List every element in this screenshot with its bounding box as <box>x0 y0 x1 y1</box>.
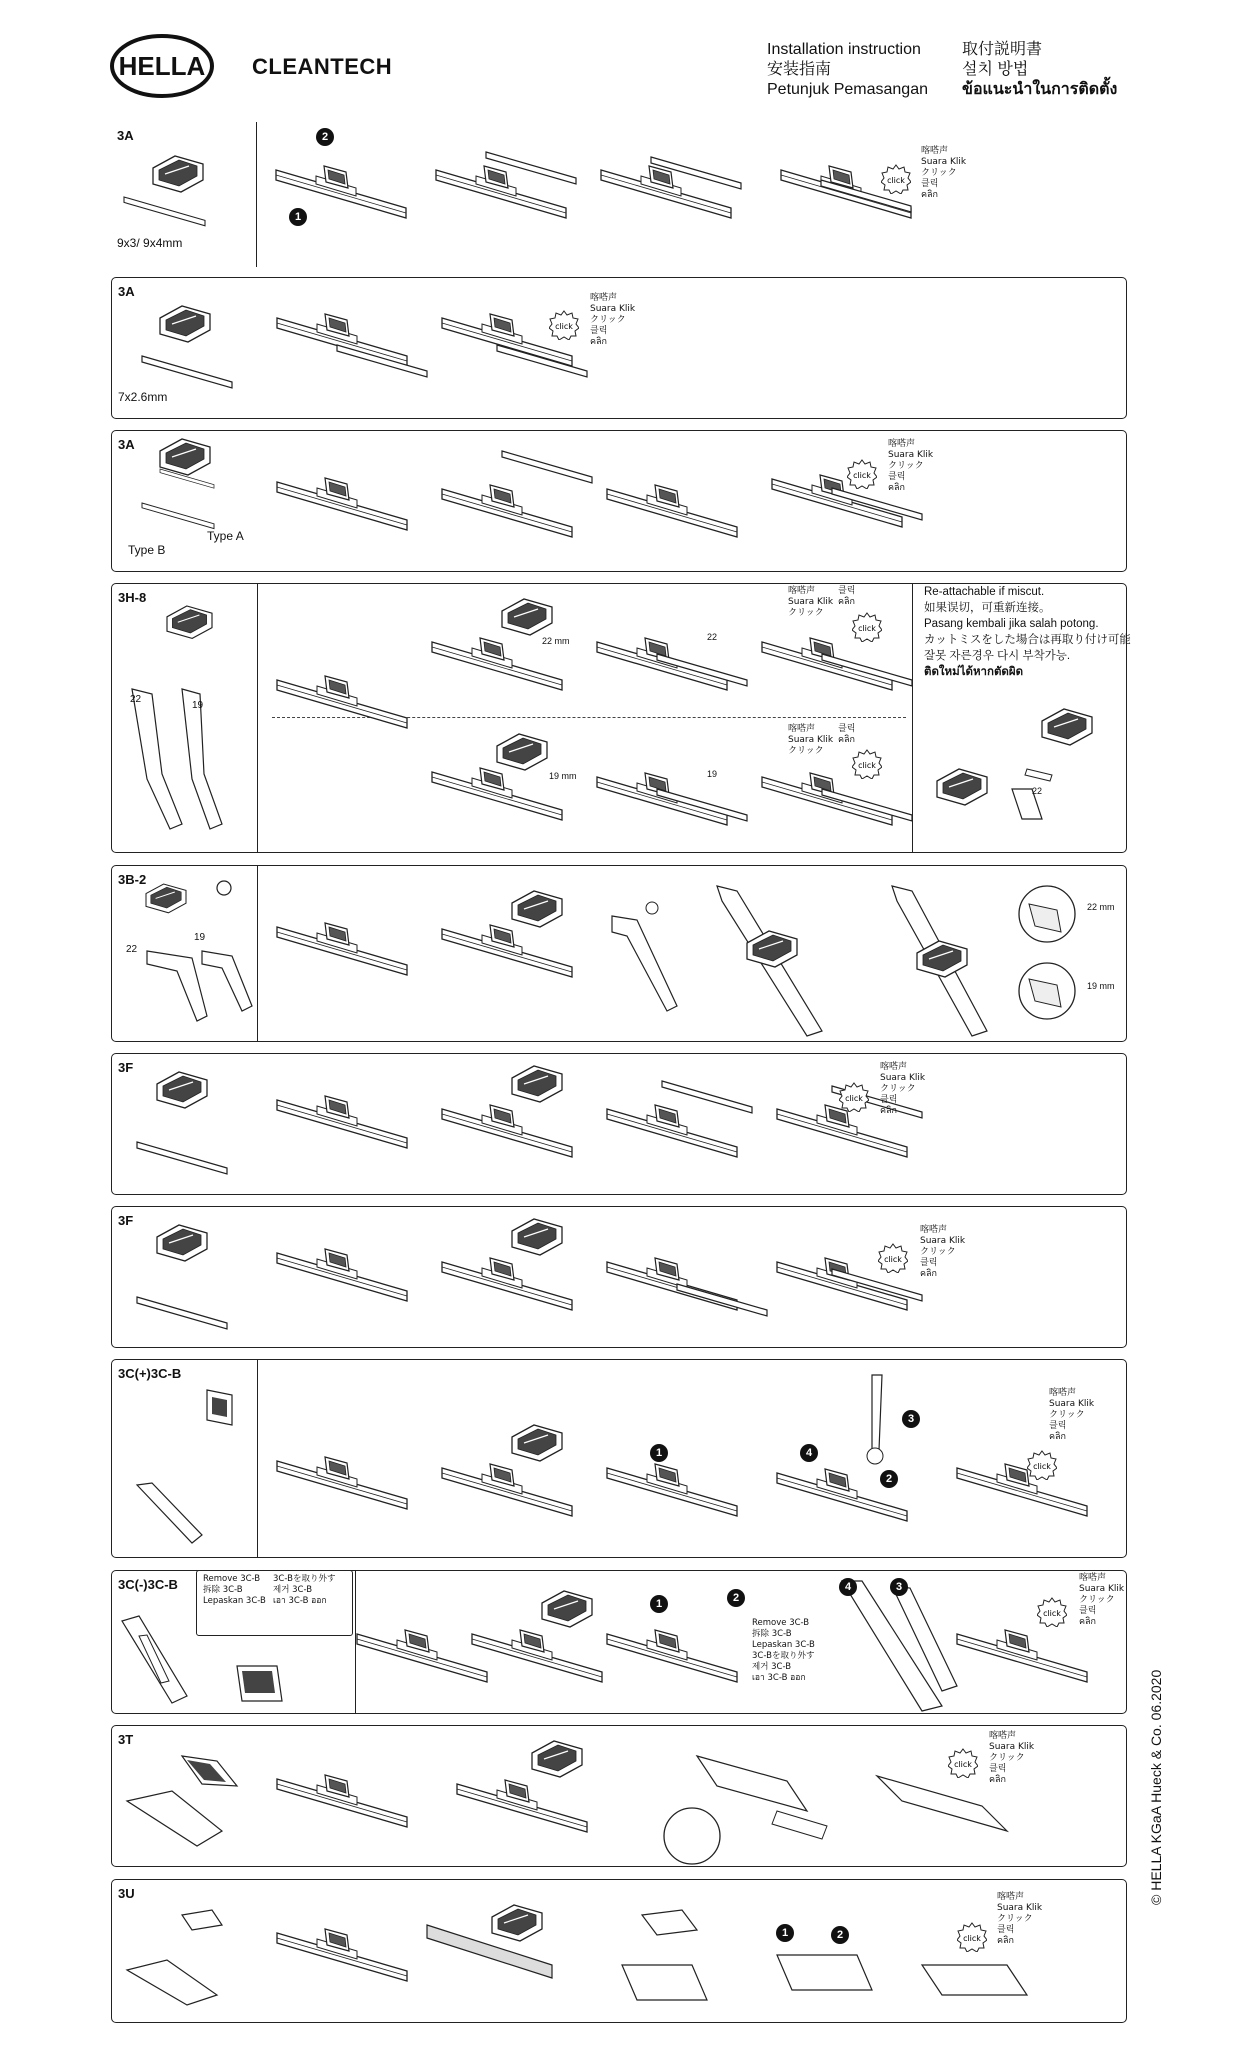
section-label: 3F <box>118 1060 134 1075</box>
dimension-label: 22 <box>707 632 718 642</box>
step-number: 2 <box>880 1470 898 1488</box>
section-label: 3F <box>118 1213 134 1228</box>
header-line: 설치 방법 <box>962 61 1029 78</box>
step-figure <box>277 664 427 744</box>
step-figure <box>607 1076 777 1176</box>
section-label: 3C(+)3C-B <box>118 1366 182 1381</box>
section-3u <box>111 1879 1127 2023</box>
click-note: 喀嗒声 Suara Klik クリック 클릭 คลิก <box>880 1062 926 1116</box>
step-figure <box>442 300 612 390</box>
click-note: 클릭 คลิก <box>838 724 856 745</box>
step-number: 4 <box>800 1444 818 1462</box>
step-figure <box>457 1741 617 1851</box>
dimension-label: 19 <box>707 769 718 779</box>
step-figure <box>277 1910 427 2000</box>
step-number: 1 <box>776 1924 794 1942</box>
svg-text:click: click <box>887 176 905 185</box>
step-number: 3 <box>902 1410 920 1428</box>
step-figure <box>442 1425 592 1535</box>
step-figure <box>277 1756 427 1846</box>
section-label: 3T <box>118 1732 134 1747</box>
dimension-label: 22 <box>1032 786 1043 796</box>
section-divider <box>355 1571 356 1713</box>
step-figure <box>607 1229 777 1329</box>
section-3f-1 <box>111 1053 1127 1195</box>
click-badge <box>957 1922 987 1952</box>
step-figure <box>712 881 832 1041</box>
adapter-figure <box>151 152 251 232</box>
svg-text:click: click <box>858 624 876 633</box>
header-line: Petunjuk Pemasangan <box>767 81 928 98</box>
click-badge <box>839 1082 869 1112</box>
step-figure <box>277 911 427 991</box>
header-line: Installation instruction <box>767 41 921 58</box>
svg-text:click: click <box>884 1255 902 1264</box>
adapter-figure <box>122 1746 252 1861</box>
dimension-label: Type A <box>207 529 244 543</box>
section-3a-3 <box>111 430 1127 572</box>
click-badge <box>1027 1450 1057 1480</box>
section-divider <box>257 584 258 852</box>
dimension-label: 22 mm <box>1087 902 1115 912</box>
step-figure <box>657 1751 837 1866</box>
step-figure <box>762 749 922 839</box>
step-figure <box>887 881 997 1041</box>
click-note: 喀嗒声 Suara Klik クリック 클릭 คลิก <box>1079 1573 1125 1627</box>
step-figure <box>607 441 767 551</box>
click-badge <box>852 612 882 642</box>
step-number: 1 <box>289 208 307 226</box>
copyright: © HELLA KGaA Hueck & Co. 06.2020 <box>1148 1669 1164 1905</box>
click-note: 喀嗒声 Suara Klik クリック 클릭 คลิก <box>989 1731 1035 1785</box>
step-figure <box>612 1905 722 2015</box>
dimension-label: 9x3/ 9x4mm <box>117 236 183 250</box>
click-note: 喀嗒声 Suara Klik クリック 클릭 คลิก <box>920 1225 966 1279</box>
section-3f-2 <box>111 1206 1127 1348</box>
step-number: 1 <box>650 1595 668 1613</box>
dimension-label: 19 <box>192 700 204 711</box>
adapter-figure <box>122 1900 252 2015</box>
svg-text:click: click <box>555 322 573 331</box>
step-figure <box>277 1237 427 1317</box>
adapter-figure <box>132 1225 252 1340</box>
hella-logo <box>110 34 214 98</box>
adapter-figure <box>142 876 262 1036</box>
svg-text:click: click <box>1043 1609 1061 1618</box>
section-3c-plus <box>111 1359 1127 1558</box>
step-figure <box>277 300 427 390</box>
step-figure <box>442 891 592 991</box>
adapter-figure <box>117 1611 197 1711</box>
miscut-note: Re-attachable if miscut. 如果误切，可重新连接。 Pasang kembali jika salah potong. カットミスをした場合は再取り付け可能 잘못 자른경우 다시 부착가능. ติดใหม่ได้หากตัดผิด <box>924 586 1131 678</box>
remove-note-col: Remove 3C-B 拆除 3C-B Lepaskan 3C-B <box>203 1574 266 1606</box>
click-badge <box>948 1748 978 1778</box>
click-badge <box>847 459 877 489</box>
dimension-label: 19 <box>194 932 206 943</box>
arm-figure <box>122 684 252 834</box>
detail-circle <box>1017 961 1077 1021</box>
section-3t <box>111 1725 1127 1867</box>
dimension-label: Type B <box>128 543 166 557</box>
step-figure <box>436 142 596 232</box>
step-figure <box>597 749 757 839</box>
click-badge <box>881 164 911 194</box>
step-figure <box>442 1066 592 1176</box>
step-figure <box>422 1900 572 2010</box>
dimension-label: 22 <box>130 694 142 705</box>
section-3a-1 <box>111 122 1125 267</box>
click-badge <box>852 749 882 779</box>
svg-text:click: click <box>853 471 871 480</box>
header-col-2 <box>962 40 1117 100</box>
click-badge <box>549 310 579 340</box>
step-figure <box>762 614 922 704</box>
step-number: 2 <box>727 1589 745 1607</box>
step-figure <box>472 1591 622 1701</box>
section-label: 3H-8 <box>118 590 147 605</box>
click-note: 喀嗒声 Suara Klik クリック 클릭 คลิก <box>921 146 967 200</box>
click-note: 喀嗒声 Suara Klik クリック 클릭 คลิก <box>888 439 934 493</box>
detail-circle <box>1017 884 1077 944</box>
step-number: 2 <box>831 1926 849 1944</box>
click-note: 클릭 คลิก <box>838 586 856 607</box>
click-note: 喀嗒声 Suara Klik クリック 클릭 คลิก <box>997 1892 1043 1946</box>
dimension-label: 22 <box>126 944 138 955</box>
header-line: 安装指南 <box>767 61 832 78</box>
dimension-label: 19 mm <box>549 771 577 781</box>
click-badge <box>1037 1597 1067 1627</box>
step-figure <box>607 1445 757 1535</box>
step-figure <box>607 896 697 1016</box>
remove-note-box <box>196 1570 353 1636</box>
svg-text:click: click <box>963 1934 981 1943</box>
step-figure <box>601 142 761 232</box>
section-divider <box>256 122 257 267</box>
click-note: 喀嗒声 Suara Klik クリック 클릭 คลิก <box>1049 1388 1095 1442</box>
section-label: 3C(-)3C-B <box>118 1577 178 1592</box>
svg-text:click: click <box>858 761 876 770</box>
step-figure <box>597 614 757 704</box>
logo-text: HELLA <box>118 51 206 81</box>
step-figure <box>277 1445 427 1525</box>
svg-text:click: click <box>1033 1462 1051 1471</box>
section-label: 3B-2 <box>118 872 147 887</box>
section-3b-2 <box>111 865 1127 1042</box>
step-figure <box>442 1219 592 1329</box>
step-number: 4 <box>839 1578 857 1596</box>
dimension-label: 22 mm <box>542 636 570 646</box>
section-label: 3A <box>118 437 135 452</box>
step-figure <box>432 599 582 699</box>
step-figure <box>607 1601 757 1701</box>
product-name: CLEANTECH <box>252 54 393 79</box>
step-number: 1 <box>650 1444 668 1462</box>
header-col-1 <box>767 40 928 100</box>
step-figure <box>277 1084 427 1164</box>
step-figure <box>832 1576 972 1711</box>
section-label: 3U <box>118 1886 135 1901</box>
click-note: 喀嗒声 Suara Klik クリック 클릭 คลิก <box>590 293 636 347</box>
click-note: 喀嗒声 Suara Klik クリック <box>788 724 834 756</box>
remove-note-col: 3C-Bを取り外す 제거 3C-B เอา 3C-B ออก <box>273 1574 336 1606</box>
click-badge <box>878 1243 908 1273</box>
reattach-figure <box>932 709 1112 844</box>
header-line: 取付説明書 <box>962 41 1043 58</box>
adapter-figure <box>132 1072 252 1187</box>
step-figure <box>277 466 427 546</box>
section-3a-2 <box>111 277 1127 419</box>
adapter-figure <box>167 606 227 646</box>
dimension-label: 7x2.6mm <box>118 390 168 404</box>
header-line: ข้อแนะนำในการติดตั้ง <box>962 81 1118 98</box>
step-number: 3 <box>890 1578 908 1596</box>
adapter-figure <box>132 1385 252 1550</box>
step-figure <box>442 441 602 551</box>
svg-text:click: click <box>845 1094 863 1103</box>
section-divider <box>257 1360 258 1557</box>
dimension-label: 19 mm <box>1087 981 1115 991</box>
adapter-figure <box>232 1661 292 1711</box>
click-note: 喀嗒声 Suara Klik クリック <box>788 586 834 618</box>
svg-text:click: click <box>954 1760 972 1769</box>
remove-note: Remove 3C-B 拆除 3C-B Lepaskan 3C-B 3C-Bを取り外す 제거 3C-B เอา 3C-B ออก <box>752 1618 815 1683</box>
step-number: 2 <box>316 128 334 146</box>
section-label: 3A <box>118 284 135 299</box>
adapter-figure <box>152 306 262 396</box>
section-label: 3A <box>117 128 134 143</box>
